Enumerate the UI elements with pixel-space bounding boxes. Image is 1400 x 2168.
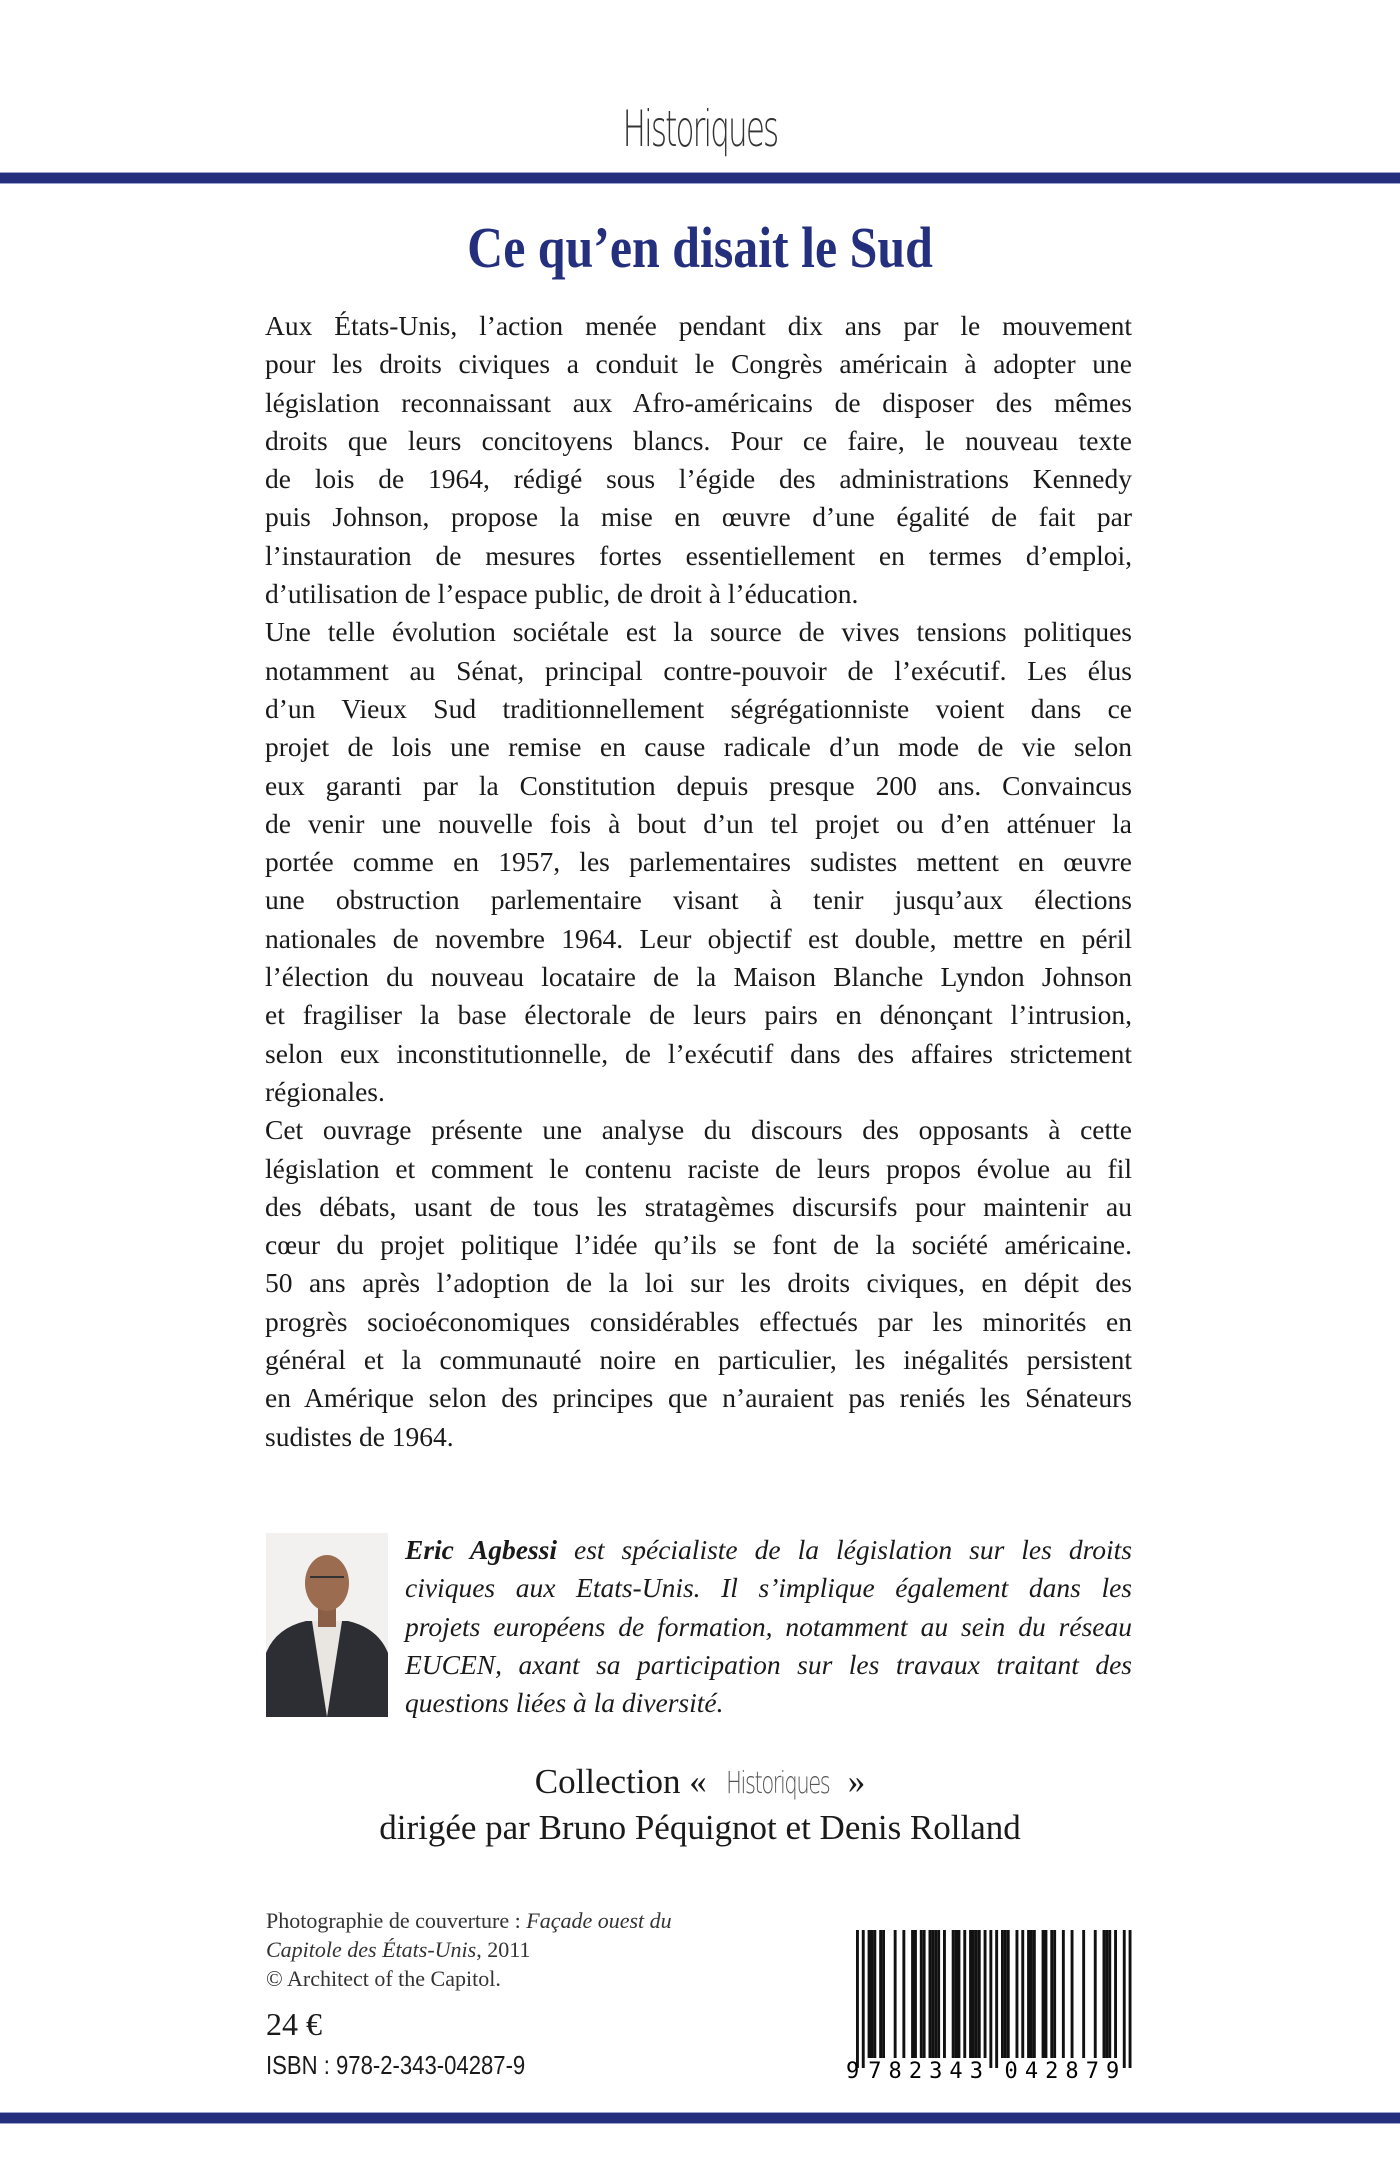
barcode-bar xyxy=(1007,1930,1010,2058)
barcode-bar xyxy=(923,1930,926,2058)
blurb-line: d’utilisation de l’espace public, de droit à l’éducation. xyxy=(265,578,859,610)
bottom-divider xyxy=(0,2112,1400,2124)
barcode-bar xyxy=(1062,1930,1065,2058)
barcode-bar xyxy=(1050,1930,1053,2058)
bio-line: est spécialiste de la législation sur les droits xyxy=(556,1534,1133,1565)
barcode-digit: 2 xyxy=(908,2059,923,2080)
credits-label: Photographie de couverture : xyxy=(266,1908,527,1933)
barcode-digit: 4 xyxy=(1024,2059,1039,2080)
barcode-bar xyxy=(1001,1930,1004,2058)
blurb-line: Une telle évolution sociétale est la source de vives tensions politiques xyxy=(265,616,1132,648)
photo-title: Façade ouest du xyxy=(526,1908,672,1933)
collection-suffix: » xyxy=(847,1762,866,1801)
cover-credits xyxy=(266,1906,672,1993)
blurb-line: selon eux inconstitutionnelle, de l’exécutif dans des affaires strictement xyxy=(265,1037,1132,1069)
blurb-line: une obstruction parlementaire visant à tenir jusqu’aux élections xyxy=(265,884,1132,916)
barcode-bar xyxy=(995,1930,998,2068)
barcode-bar xyxy=(1082,1930,1085,2058)
barcode-bar xyxy=(879,1930,882,2058)
barcode-bar xyxy=(894,1930,897,2058)
blurb-line: cœur du projet politique l’idée qu’ils se font de la société américaine. xyxy=(265,1229,1132,1261)
barcode-bar xyxy=(1027,1930,1030,2058)
isbn: ISBN : 978-2-343-04287-9 xyxy=(266,2050,526,2080)
bio-line: questions liées à la diversité. xyxy=(405,1687,724,1719)
barcode-digit: 8 xyxy=(888,2059,902,2080)
barcode-bar xyxy=(989,1930,992,2068)
barcode-bar xyxy=(914,1930,917,2058)
barcode-bar xyxy=(1053,1930,1056,2058)
blurb-line: régionales. xyxy=(265,1075,385,1107)
barcode xyxy=(846,1930,1136,2080)
barcode-digit: 4 xyxy=(949,2059,963,2080)
author-bio xyxy=(405,1531,1132,1722)
barcode-bar xyxy=(1045,1930,1048,2058)
barcode-digit: 9 xyxy=(1106,2059,1120,2080)
bio-line: EUCEN, axant sa participation sur les travaux traitant des xyxy=(405,1648,1132,1680)
blurb-line: général et la communauté noire en particulier, les inégalités persistent xyxy=(265,1344,1132,1376)
author-name: Eric Agbessi xyxy=(405,1534,557,1565)
blurb-line: droits que leurs concitoyens blancs. Pour ce faire, le nouveau texte xyxy=(265,424,1132,456)
barcode-bar xyxy=(868,1930,871,2058)
barcode-bar xyxy=(1016,1930,1019,2058)
blurb-line: puis Johnson, propose la mise en œuvre d’une égalité de fait par xyxy=(265,501,1132,533)
barcode-digit: 2 xyxy=(1045,2059,1059,2080)
barcode-bar xyxy=(972,1930,975,2058)
blurb-line: Cet ouvrage présente une analyse du discours des opposants à cette xyxy=(265,1114,1132,1146)
barcode-digit: 8 xyxy=(1065,2059,1079,2080)
collection-name: Historiques xyxy=(725,1766,829,1801)
bio-line: civiques aux Etats-Unis. Il s’implique également dans les xyxy=(405,1572,1132,1604)
barcode-bar xyxy=(871,1930,874,2058)
top-divider xyxy=(0,172,1400,184)
copyright: © Architect of the Capitol. xyxy=(266,1966,501,1991)
barcode-bar xyxy=(1021,1930,1024,2058)
blurb-line: nationales de novembre 1964. Leur objectif est double, mettre en péril xyxy=(265,922,1132,954)
blurb-line: Aux États-Unis, l’action menée pendant dix ans par le mouvement xyxy=(265,310,1132,341)
barcode-bar xyxy=(937,1930,940,2058)
barcode-bar xyxy=(952,1930,955,2058)
blurb-line: pour les droits civiques a conduit le Congrès américain à adopter une xyxy=(265,348,1132,380)
blurb-line: 50 ans après l’adoption de la loi sur les droits civiques, en dépit des xyxy=(265,1267,1132,1299)
barcode-bar xyxy=(934,1930,937,2058)
blurb-line: portée comme en 1957, les parlementaires sudistes mettent en œuvre xyxy=(265,846,1132,878)
barcode-digit: 0 xyxy=(1004,2059,1018,2080)
blurb-line: législation et comment le contenu raciste de leurs propos évolue au fil xyxy=(265,1152,1132,1184)
barcode-bar xyxy=(1033,1930,1036,2058)
collection-prefix: Collection « xyxy=(534,1762,707,1801)
barcode-bar xyxy=(856,1930,859,2068)
barcode-digit: 9 xyxy=(846,2059,860,2080)
blurb-line: l’instauration de mesures fortes essentiellement en termes d’emploi, xyxy=(265,539,1132,571)
blurb-line: de lois de 1964, rédigé sous l’égide des administrations Kennedy xyxy=(265,463,1132,495)
barcode-bar xyxy=(978,1930,981,2058)
barcode-bar xyxy=(902,1930,905,2058)
blurb-line: et fragiliser la base électorale de leurs pairs en dénonçant l’intrusion, xyxy=(265,999,1132,1031)
barcode-bar xyxy=(1071,1930,1074,2058)
blurb-line: notamment au Sénat, principal contre-pouvoir de l’exécutif. Les élus xyxy=(265,654,1132,686)
barcode-bar xyxy=(1114,1930,1117,2058)
collection-directors: dirigée par Bruno Péquignot et Denis Rolland xyxy=(379,1808,1021,1847)
book-title: Ce qu’en disait le Sud xyxy=(467,215,933,280)
barcode-bar xyxy=(1094,1930,1097,2058)
barcode-bar xyxy=(862,1930,865,2068)
author-photo xyxy=(266,1533,388,1717)
blurb-line: sudistes de 1964. xyxy=(265,1420,454,1452)
barcode-digit: 3 xyxy=(929,2059,943,2080)
blurb-line: projet de lois une remise en cause radicale d’un mode de vie selon xyxy=(265,731,1132,763)
barcode-bar xyxy=(1042,1930,1045,2058)
barcode-bar xyxy=(943,1930,946,2058)
barcode-bar xyxy=(984,1930,987,2058)
barcode-bar xyxy=(931,1930,934,2058)
blurb xyxy=(265,307,1132,1456)
price: 24 € xyxy=(266,2006,322,2042)
barcode-bar xyxy=(1108,1930,1111,2058)
photo-year: , 2011 xyxy=(476,1937,531,1962)
series-logo: Historiques xyxy=(622,100,778,158)
barcode-digit: 7 xyxy=(1085,2059,1099,2080)
photo-title: Capitole des États-Unis xyxy=(266,1937,477,1962)
blurb-line: progrès socioéconomiques considérables effectués par les minorités en xyxy=(265,1305,1132,1337)
barcode-bar xyxy=(958,1930,961,2058)
bio-line: projets européens de formation, notamment au sein du réseau xyxy=(405,1610,1132,1642)
blurb-line: des débats, usant de tous les stratagèmes discursifs pour maintenir au xyxy=(265,1190,1132,1222)
barcode-bar xyxy=(873,1930,876,2058)
blurb-line: eux garanti par la Constitution depuis presque 200 ans. Convaincus xyxy=(265,769,1132,801)
blurb-line: en Amérique selon des principes que n’auraient pas reniés les Sénateurs xyxy=(265,1382,1132,1414)
barcode-bar xyxy=(929,1930,932,2058)
barcode-bar xyxy=(975,1930,978,2058)
blurb-line: d’un Vieux Sud traditionnellement ségrégationniste voient dans ce xyxy=(265,692,1132,724)
barcode-bar xyxy=(955,1930,958,2058)
barcode-digit: 7 xyxy=(868,2059,882,2080)
barcode-bar xyxy=(1103,1930,1106,2058)
blurb-line: de venir une nouvelle fois à bout d’un tel projet ou d’en atténuer la xyxy=(265,807,1132,839)
barcode-bar xyxy=(911,1930,914,2058)
blurb-line: législation reconnaissant aux Afro-américains de disposer des mêmes xyxy=(265,386,1132,418)
barcode-bar xyxy=(1123,1930,1126,2068)
barcode-bar xyxy=(1030,1930,1033,2058)
barcode-digit: 3 xyxy=(969,2059,983,2080)
collection-line xyxy=(0,1762,1400,1802)
barcode-bar xyxy=(963,1930,966,2058)
blurb-line: l’élection du nouveau locataire de la Maison Blanche Lyndon Johnson xyxy=(265,961,1132,993)
barcode-bar xyxy=(1129,1930,1132,2068)
barcode-bar xyxy=(1105,1930,1108,2058)
barcode-bar xyxy=(1004,1930,1007,2058)
barcode-bar xyxy=(882,1930,885,2058)
barcode-bar xyxy=(920,1930,923,2058)
barcode-bar xyxy=(969,1930,972,2058)
